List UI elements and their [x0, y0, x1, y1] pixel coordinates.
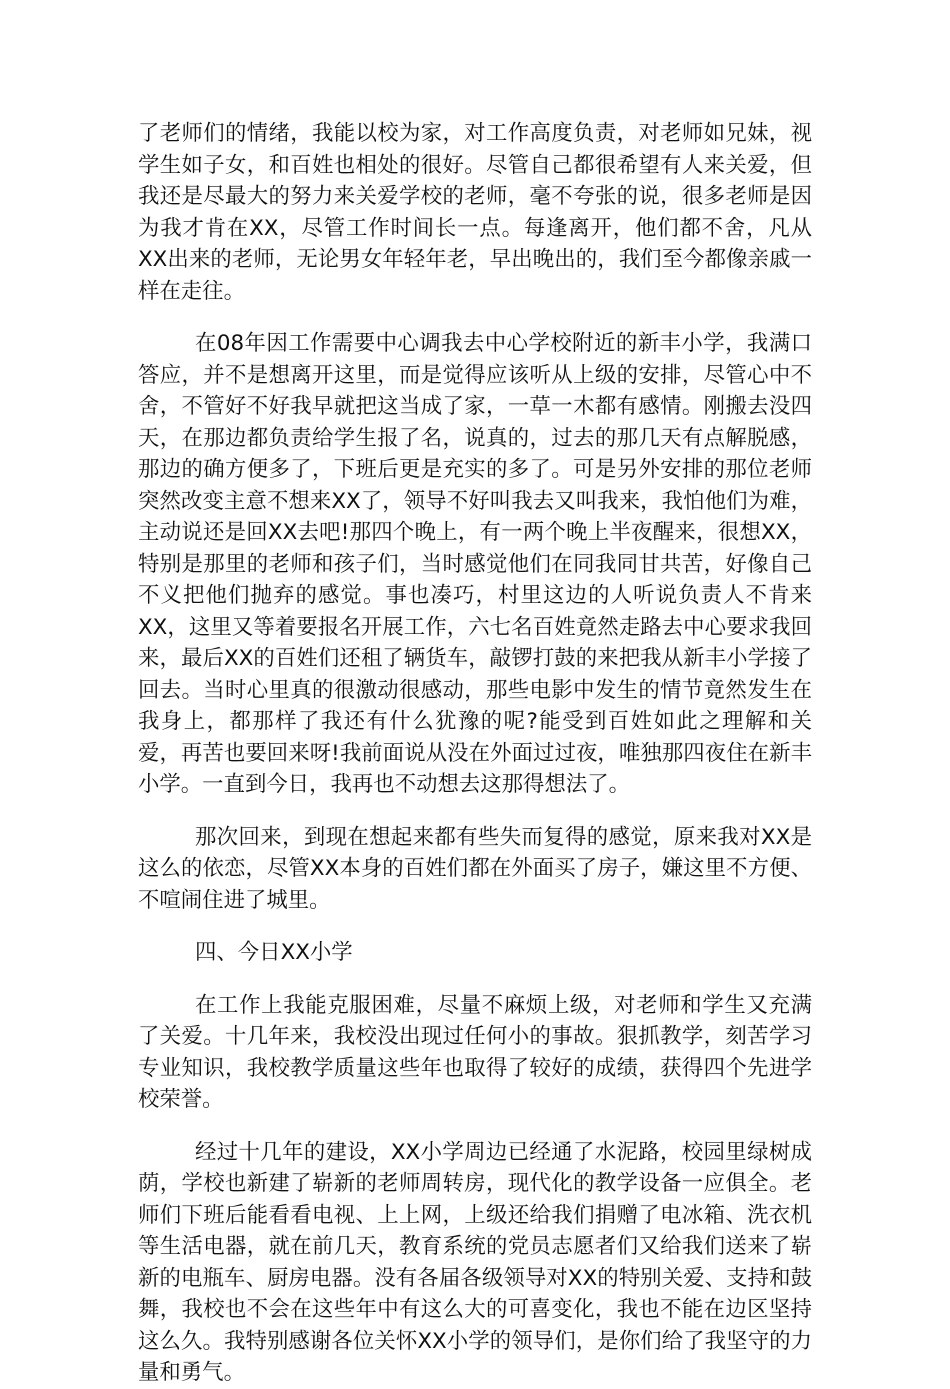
- paragraph-work-achievements: 在工作上我能克服困难，尽量不麻烦上级，对老师和学生又充满了关爱。十几年来，我校没出现过任何小的事故。狠抓教学，刻苦学习专业知识，我校教学质量这些年也取得了较好的成绩，获得四个先进学校荣誉。: [138, 992, 812, 1112]
- paragraph-return-reflection: 那次回来，到现在想起来都有些失而复得的感觉，原来我对XX是这么的依恋，尽管XX本身的百姓们都在外面买了房子，嫌这里不方便、不喧闹住进了城里。: [138, 824, 812, 913]
- section-heading: 四、今日XX小学: [195, 940, 353, 965]
- paragraph-transfer-story: 在08年因工作需要中心调我去中心学校附近的新丰小学，我满口答应，并不是想离开这里，而是觉得应该听从上级的安排，尽管心中不舍，不管好不好我早就把这当成了家，一草一木都有感情。刚搬去没四天，在那边都负责给学生报了名，说真的，过去的那几天有点解脱感，那边的确方便多了，下班后更是充实的多了。可是另外安排的那位老师突然改变主意不想来XX了，领导不好叫我去又叫我来，我怕他们为难，主动说还是回XX去吧!那四个晚上，有一两个晚上半夜醒来，很想XX，特别是那里的老师和孩子们，当时感觉他们在同我同甘共苦，好像自己不义把他们抛弃的感觉。事也凑巧，村里这边的人听说负责人不肯来XX，这里又等着要报名开展工作，六七名百姓竟然走路去中心要求我回来，最后XX的百姓们还租了辆货车，敲锣打鼓的来把我从新丰小学接了回去。当时心里真的很激动很感动，那些电影中发生的情节竟然发生在我身上，都那样了我还有什么犹豫的呢?能受到百姓如此之理解和关爱，再苦也要回来呀!我前面说从没在外面过过夜，唯独那四夜住在新丰小学。一直到今日，我再也不动想去这那得想法了。: [138, 331, 812, 797]
- document-body: [138, 118, 812, 1389]
- paragraph-continuation: 了老师们的情绪，我能以校为家，对工作高度负责，对老师如兄妹，视学生如子女，和百姓也相处的很好。尽管自己都很希望有人来关爱，但我还是尽最大的努力来关爱学校的老师，毫不夸张的说，很多老师是因为我才肯在XX，尽管工作时间长一点。每逢离开，他们都不舍，凡从XX出来的老师，无论男女年轻年老，早出晚出的，我们至今都像亲戚一样在走往。: [138, 121, 812, 304]
- paragraph-school-development: 经过十几年的建设，XX小学周边已经通了水泥路，校园里绿树成荫，学校也新建了崭新的老师周转房，现代化的教学设备一应俱全。老师们下班后能看看电视、上上网，上级还给我们捐赠了电冰箱、洗衣机等生活电器，就在前几天，教育系统的党员志愿者们又给我们送来了崭新的电瓶车、厨房电器。没有各届各级领导对XX的特别关爱、支持和鼓舞，我校也不会在这些年中有这么大的可喜变化，我也不能在边区坚持这么久。我特别感谢各位关怀XX小学的领导们，是你们给了我坚守的力量和勇气。: [138, 1139, 812, 1385]
